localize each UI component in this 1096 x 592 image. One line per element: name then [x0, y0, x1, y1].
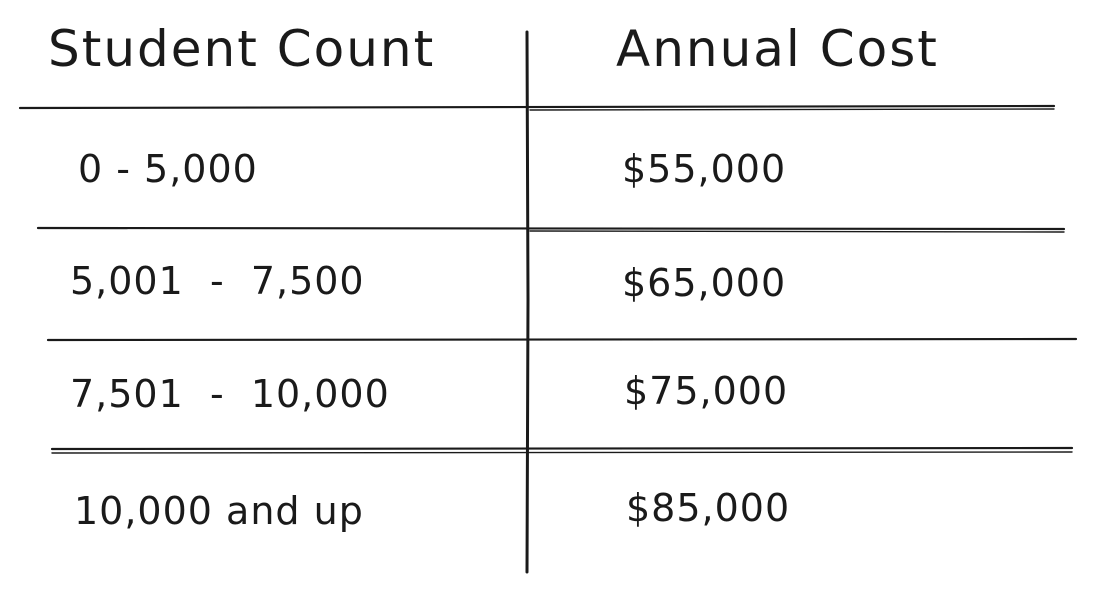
column-divider [527, 32, 528, 572]
row-1-student-count: 0 - 5,000 [78, 147, 258, 191]
row-separator-2 [48, 339, 1076, 340]
header-student-count: Student Count [48, 20, 436, 78]
header-annual-cost: Annual Cost [616, 20, 939, 78]
row-3-annual-cost: $75,000 [624, 369, 789, 413]
header-underline [20, 106, 1054, 108]
row-2-student-count: 5,001 - 7,500 [70, 259, 365, 303]
row-4-annual-cost: $85,000 [626, 486, 791, 530]
row-3-student-count: 7,501 - 10,000 [70, 372, 390, 416]
row-separator-1 [38, 228, 1064, 229]
row-4-student-count: 10,000 and up [74, 489, 364, 533]
row-1-annual-cost: $55,000 [622, 147, 787, 191]
row-separator-3 [52, 448, 1072, 449]
row-2-annual-cost: $65,000 [622, 261, 787, 305]
